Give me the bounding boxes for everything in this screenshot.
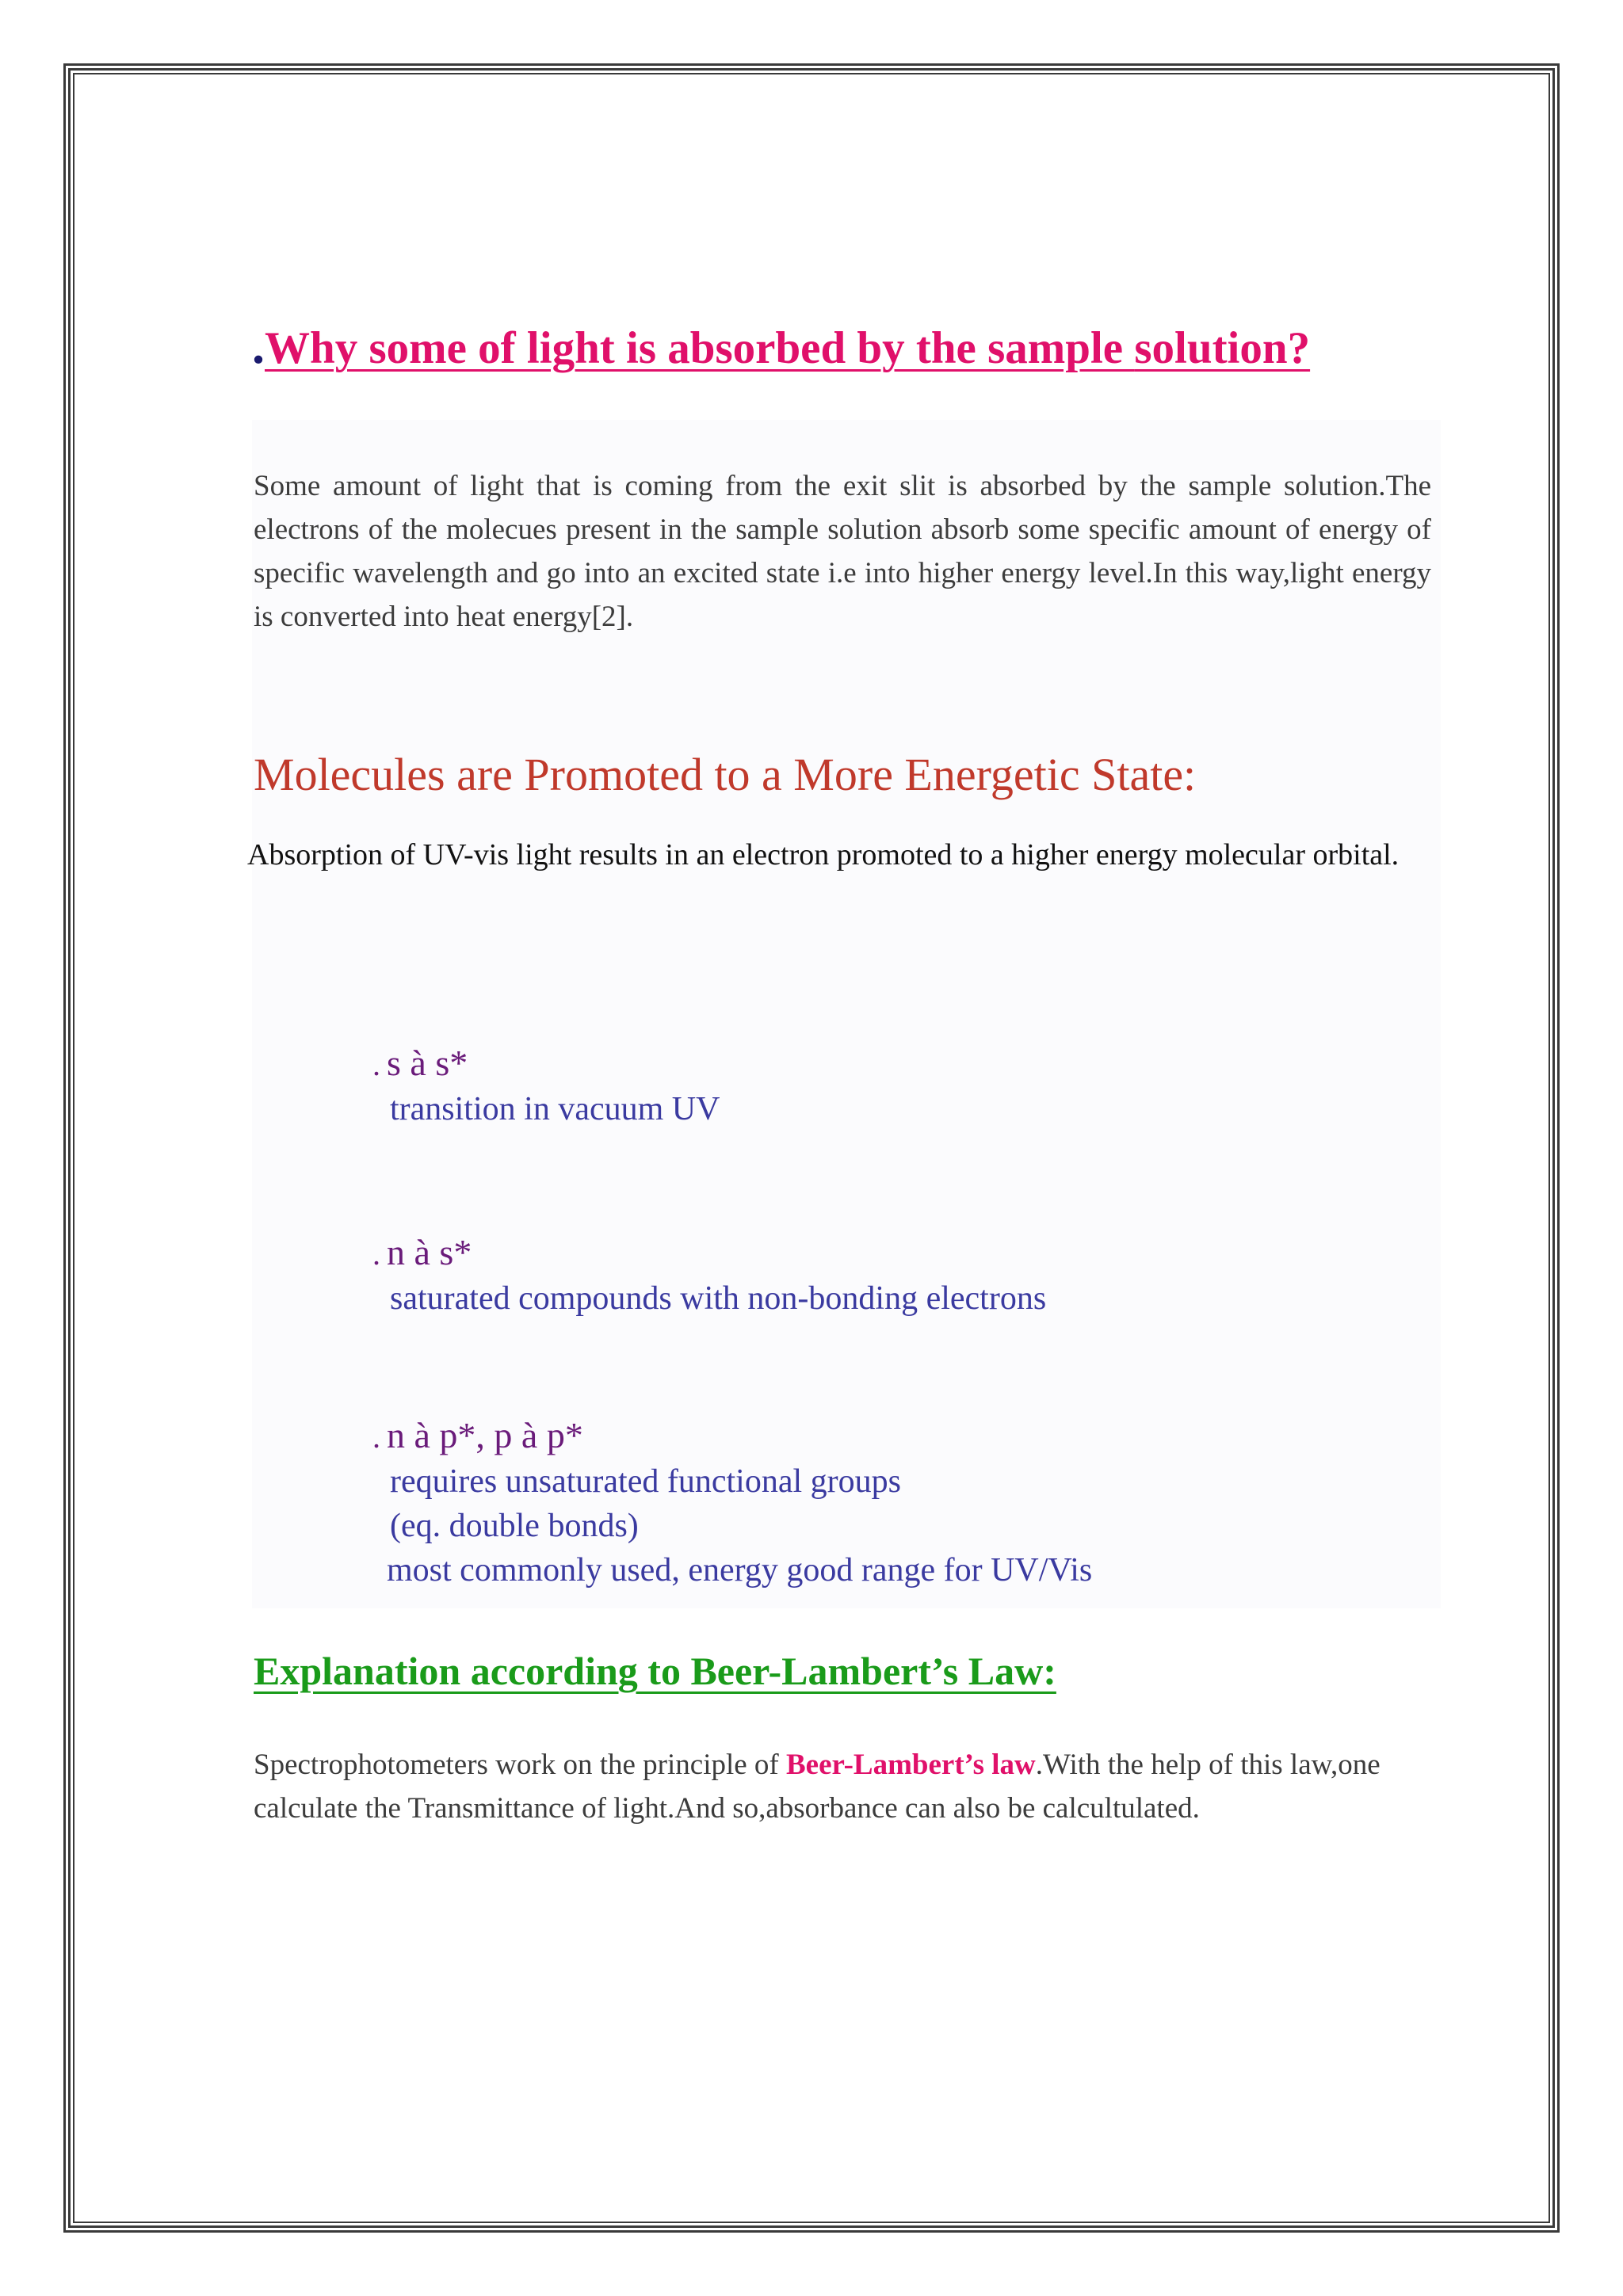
paragraph-text: .With the help of this law,one calculate the Transmittance of light.And so,absorbance can also be calcultulated. <box>254 1749 1381 1825</box>
section-heading-absorption <box>252 317 1310 376</box>
transition-description: most commonly used, energy good range for UV/Vis <box>387 1552 1093 1589</box>
transition-description: transition in vacuum UV <box>390 1091 720 1127</box>
molecules-paragraph: Absorption of UV-vis light results in an electron promoted to a higher energy molecular orbital. <box>247 838 1400 871</box>
heading-text-underlined: solution? <box>1134 323 1311 373</box>
transition-item <box>372 1413 1092 1592</box>
transition-description: requires unsaturated functional groups <box>390 1463 901 1500</box>
beer-lambert-paragraph <box>254 1743 1458 1830</box>
transition-bullet: . <box>372 1236 380 1272</box>
transition-bullet: . <box>372 1047 380 1082</box>
transition-description: saturated compounds with non-bonding electrons <box>390 1280 1047 1317</box>
paragraph-text: Spectrophotometers work on the principle of <box>254 1749 786 1781</box>
transition-title <box>372 1230 1046 1276</box>
transition-title-text: s à s* <box>387 1043 468 1083</box>
transition-description: (eq. double bonds) <box>390 1508 639 1544</box>
transition-title-text: n à p*, p à p* <box>387 1415 583 1455</box>
heading-bullet: . <box>252 318 265 374</box>
heading-text: Why some of light is absorbed by the sample <box>265 323 1135 373</box>
transition-title-text: n à s* <box>387 1232 472 1272</box>
transition-bullet: . <box>372 1419 380 1455</box>
absorption-paragraph: Some amount of light that is coming from the exit slit is absorbed by the sample solution.The electrons of the molecues present in the sample solution absorb some specific amount of energy of specific wavelength and go into an excited state i.e into higher energy level.In this way,light energy is converted into heat energy[2]. <box>254 470 1431 633</box>
transition-item <box>372 1230 1046 1321</box>
transition-title <box>372 1041 720 1087</box>
section-heading-beer-lambert: Explanation according to Beer-Lambert’s Law: <box>254 1649 1056 1693</box>
section-heading-molecules: Molecules are Promoted to a More Energetic State: <box>254 749 1197 800</box>
transition-item <box>372 1041 720 1131</box>
transition-title <box>372 1413 1092 1459</box>
law-name: Beer-Lambert’s law <box>786 1749 1036 1781</box>
